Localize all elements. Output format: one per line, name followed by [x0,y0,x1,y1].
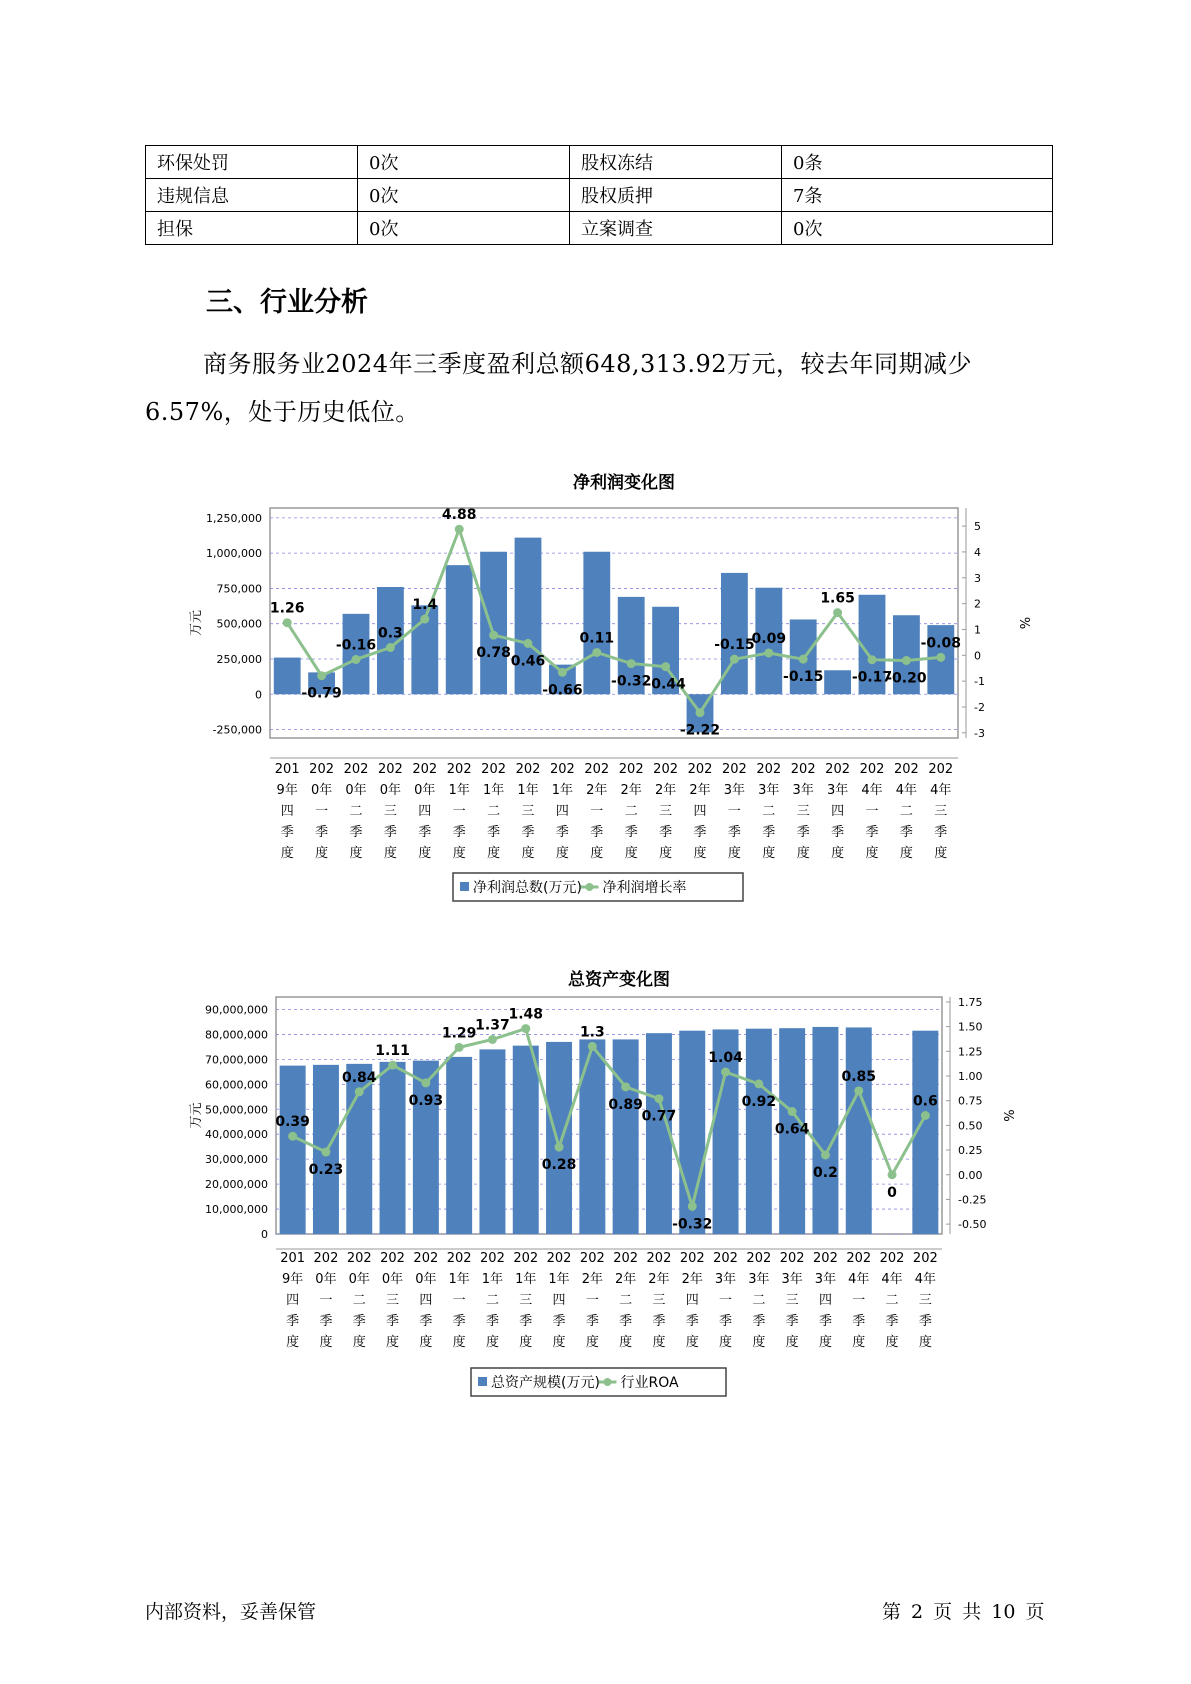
line-point [524,639,533,648]
table-row [146,146,1053,179]
bar [446,1057,472,1234]
bar [846,1027,872,1234]
bar [824,670,851,694]
data-label: 0.11 [579,630,615,647]
line-point [854,1086,863,1095]
y-tick-label: 40,000,000 [205,1128,268,1142]
footer-page-number: 第 2 页 共 10 页 [882,1601,1045,1623]
line-point [902,656,911,665]
x-tick-label: 202 3年二季度 [756,762,782,861]
bar [646,1033,672,1234]
line-point [455,1043,464,1052]
x-tick-label: 202 0年四季度 [412,762,438,861]
y-axis-label: 万元 [189,609,204,637]
data-label: -0.20 [886,670,927,687]
line-point [489,631,498,640]
bar [515,538,542,695]
bar [280,1066,306,1234]
table-cell-value: 0次 [358,179,570,212]
x-tick-label: 201 9年四季度 [280,1251,306,1350]
y2-axis-label: % [1000,1109,1015,1122]
analysis-paragraph: 商务服务业2024年三季度盈利总额648,313.92万元，较去年同期减少6.57%，处于历史低位。 [145,350,972,426]
table-row [146,212,1053,245]
net-profit-chart [180,458,1031,918]
y-tick-label: 20,000,000 [205,1178,268,1192]
table-cell-value: 0次 [782,212,1053,245]
y-tick-label: 30,000,000 [205,1153,268,1167]
x-tick-label: 202 2年四季度 [687,762,713,861]
y2-tick-label: 0 [974,649,981,663]
legend-line-label: 净利润增长率 [602,880,687,896]
footer-confidential: 内部资料，妥善保管 [145,1601,317,1623]
data-label: 1.26 [269,600,305,617]
x-tick-label: 202 4年二季度 [879,1251,905,1350]
data-label: 0.09 [751,630,787,647]
bar [579,1039,605,1234]
y2-tick-label: 0.00 [958,1168,983,1182]
y-tick-label: -250,000 [212,723,262,737]
line-point [317,671,326,680]
bar [812,1027,838,1234]
data-label: 1.37 [475,1017,510,1034]
table-cell-label: 立案调查 [570,212,782,245]
line-point [555,1143,564,1152]
data-label: -0.15 [783,669,824,686]
data-label: 0.39 [275,1114,310,1131]
line-point [283,618,292,627]
data-label: 0.77 [641,1108,677,1125]
data-label: 0.23 [308,1162,344,1179]
x-tick-label: 202 4年二季度 [893,762,919,861]
data-label: -0.79 [301,685,342,702]
y2-tick-label: 0.75 [958,1094,983,1108]
x-tick-label: 202 3年一季度 [721,762,747,861]
x-tick-label: 202 0年三季度 [377,762,403,861]
x-tick-label: 202 2年三季度 [646,1251,672,1350]
line-point [588,1042,597,1051]
line-point [888,1170,897,1179]
bar [479,1049,505,1234]
data-label: -0.32 [672,1216,713,1233]
line-point [868,655,877,664]
data-label: -0.15 [714,637,755,654]
section-title: 三、行业分析 [206,287,368,318]
y-tick-label: 90,000,000 [205,1003,268,1017]
line-point [388,1061,397,1070]
x-tick-label: 202 3年三季度 [790,762,816,861]
y2-tick-label: -2 [974,700,985,714]
line-point [288,1132,297,1141]
y2-tick-label: 1.50 [958,1020,983,1034]
data-label: 1.29 [441,1025,477,1042]
legend-bar-swatch [460,882,469,891]
x-tick-label: 202 2年二季度 [618,762,644,861]
x-tick-label: 202 1年四季度 [546,1251,572,1350]
data-label: 0.93 [408,1092,444,1109]
line-point [936,653,945,662]
data-label: 0.28 [541,1157,577,1174]
line-point [521,1024,530,1033]
y-tick-label: 70,000,000 [205,1053,268,1067]
line-point [921,1111,930,1120]
line-point [386,643,395,652]
data-label: -0.17 [851,669,893,686]
data-label: -0.32 [611,673,652,690]
line-point [654,1094,663,1103]
bar [746,1029,772,1234]
line-point [420,615,429,624]
y2-tick-label: 4 [974,545,981,559]
line-point [788,1107,797,1116]
chart-title: 总资产变化图 [568,970,670,990]
line-point [821,1151,830,1160]
data-label: 0.89 [608,1096,643,1113]
y2-tick-label: -3 [974,726,985,740]
bar [274,658,301,695]
plot-area [276,997,942,1234]
line-point [321,1148,330,1157]
legend-line-label: 行业ROA [620,1375,679,1391]
line-point [799,655,808,664]
y2-tick-label: 0.25 [958,1144,983,1158]
x-tick-label: 202 2年三季度 [653,762,679,861]
y2-tick-label: 1.75 [958,995,983,1009]
x-tick-label: 202 2年四季度 [679,1251,705,1350]
table-cell-value: 0次 [358,212,570,245]
bar [583,552,610,695]
x-tick-label: 202 4年一季度 [859,762,885,861]
total-assets-chart-svg [180,955,1015,1415]
bar [546,1042,572,1234]
line-point [661,662,670,671]
data-label: 0.78 [476,645,511,662]
y2-tick-label: 5 [974,520,981,534]
line-point [621,1082,630,1091]
data-label: 1.65 [820,590,855,607]
y-tick-label: 1,250,000 [206,511,262,525]
total-assets-chart [180,955,1015,1415]
data-label: -0.16 [335,637,377,654]
risk-info-table [145,145,1053,245]
line-point [754,1079,763,1088]
data-label: 1.48 [508,1006,544,1023]
data-label: -0.08 [920,635,961,652]
chart-legend [471,1368,726,1396]
x-tick-label: 202 1年二季度 [480,1251,505,1350]
x-tick-label: 202 2年一季度 [579,1251,605,1350]
x-tick-label: 202 4年一季度 [846,1251,872,1350]
x-tick-label: 201 9年四季度 [274,762,300,861]
x-tick-label: 202 0年二季度 [346,1251,372,1350]
data-label: 0.3 [377,625,403,642]
data-label: 4.88 [441,507,477,524]
legend-line-marker [586,883,594,891]
line-point [688,1202,697,1211]
data-label: 0.6 [912,1093,938,1110]
y-tick-label: 0 [255,688,262,702]
y-tick-label: 250,000 [216,652,262,666]
x-tick-label: 202 2年一季度 [584,762,610,861]
x-tick-label: 202 0年二季度 [343,762,369,861]
x-tick-label: 202 1年四季度 [549,762,575,861]
plot-area [270,508,958,738]
y-tick-label: 60,000,000 [205,1078,268,1092]
line-point [352,655,361,664]
line-point [421,1078,430,1087]
line-point [730,655,739,664]
table-row [146,179,1053,212]
table-cell-value: 0条 [782,146,1053,179]
y-tick-label: 500,000 [216,617,262,631]
bar [343,614,370,694]
x-tick-label: 202 1年一季度 [446,762,472,861]
data-label: 1.11 [375,1043,410,1060]
line-point [488,1035,497,1044]
legend-bar-swatch [478,1377,487,1386]
y-axis-label: 万元 [189,1102,204,1129]
y-tick-label: 1,000,000 [206,547,262,561]
y2-tick-label: 2 [974,597,981,611]
data-label: 0.2 [813,1165,838,1181]
y2-tick-label: 1.25 [958,1045,983,1059]
y2-tick-label: -0.50 [958,1218,987,1232]
x-tick-label: 202 3年二季度 [746,1251,772,1350]
table-cell-label: 环保处罚 [146,146,358,179]
x-tick-label: 202 1年三季度 [515,762,541,861]
x-tick-label: 202 1年二季度 [481,762,507,861]
y2-tick-label: -1 [974,675,985,689]
data-label: -0.44 [645,676,686,693]
data-label: 0.85 [841,1068,877,1085]
table-cell-label: 股权冻结 [570,146,782,179]
y2-tick-label: 3 [974,571,981,585]
x-tick-label: 202 0年三季度 [380,1251,405,1350]
data-label: 1.3 [579,1024,605,1041]
table-cell-value: 0次 [358,146,570,179]
y2-tick-label: 1.00 [958,1070,983,1083]
bar [513,1046,539,1234]
bar [380,1062,406,1234]
y2-axis-label: % [1016,616,1031,630]
x-tick-label: 202 1年一季度 [446,1251,472,1350]
bar [446,565,473,694]
data-label: 0 [887,1184,897,1201]
x-tick-label: 202 0年一季度 [313,1251,339,1350]
data-label: 0.46 [510,653,546,670]
table-cell-value: 7条 [782,179,1053,212]
data-label: -0.66 [542,682,583,699]
y2-tick-label: 1 [974,623,981,637]
data-label: 0.92 [741,1093,777,1110]
x-tick-label: 202 4年三季度 [912,1251,938,1350]
line-point [696,708,705,717]
x-tick-label: 202 3年四季度 [813,1251,838,1350]
x-tick-label: 202 4年三季度 [928,762,954,861]
y-tick-label: 0 [261,1228,268,1241]
x-tick-label: 202 3年一季度 [713,1251,738,1350]
chart-title: 净利润变化图 [573,473,675,493]
y2-tick-label: 0.50 [958,1119,983,1133]
net-profit-chart-svg [180,458,1031,918]
data-label: 0.64 [774,1121,810,1138]
y-tick-label: 750,000 [216,582,262,596]
line-point [592,648,601,657]
data-label: -2.22 [679,722,721,739]
legend-line-marker [604,1378,612,1386]
bar [480,552,507,695]
data-label: 1.4 [412,597,438,614]
legend-bar-label: 净利润总数(万元) [473,880,582,896]
y-tick-label: 80,000,000 [205,1028,268,1042]
table-cell-label: 股权质押 [570,179,782,212]
x-tick-label: 202 1年三季度 [513,1251,539,1350]
table-cell-label: 担保 [146,212,358,245]
x-tick-label: 202 3年三季度 [779,1251,805,1350]
data-label: 0.84 [341,1069,377,1086]
x-tick-label: 202 2年二季度 [613,1251,639,1350]
data-label: 1.04 [708,1050,743,1067]
y2-tick-label: -0.25 [958,1193,987,1207]
y-tick-label: 50,000,000 [205,1103,268,1117]
bar [613,1039,639,1234]
line-point [355,1087,364,1096]
x-tick-label: 202 3年四季度 [825,762,851,861]
y-tick-label: 10,000,000 [205,1203,268,1217]
line-point [833,608,842,617]
line-point [721,1068,730,1077]
line-point [764,648,773,657]
x-tick-label: 202 0年一季度 [309,762,335,861]
line-point [455,525,464,534]
line-point [627,659,636,668]
legend-bar-label: 总资产规模(万元) [491,1375,600,1391]
x-tick-label: 202 0年四季度 [413,1251,439,1350]
line-point [558,668,567,677]
chart-legend [453,873,743,901]
table-cell-label: 违规信息 [146,179,358,212]
